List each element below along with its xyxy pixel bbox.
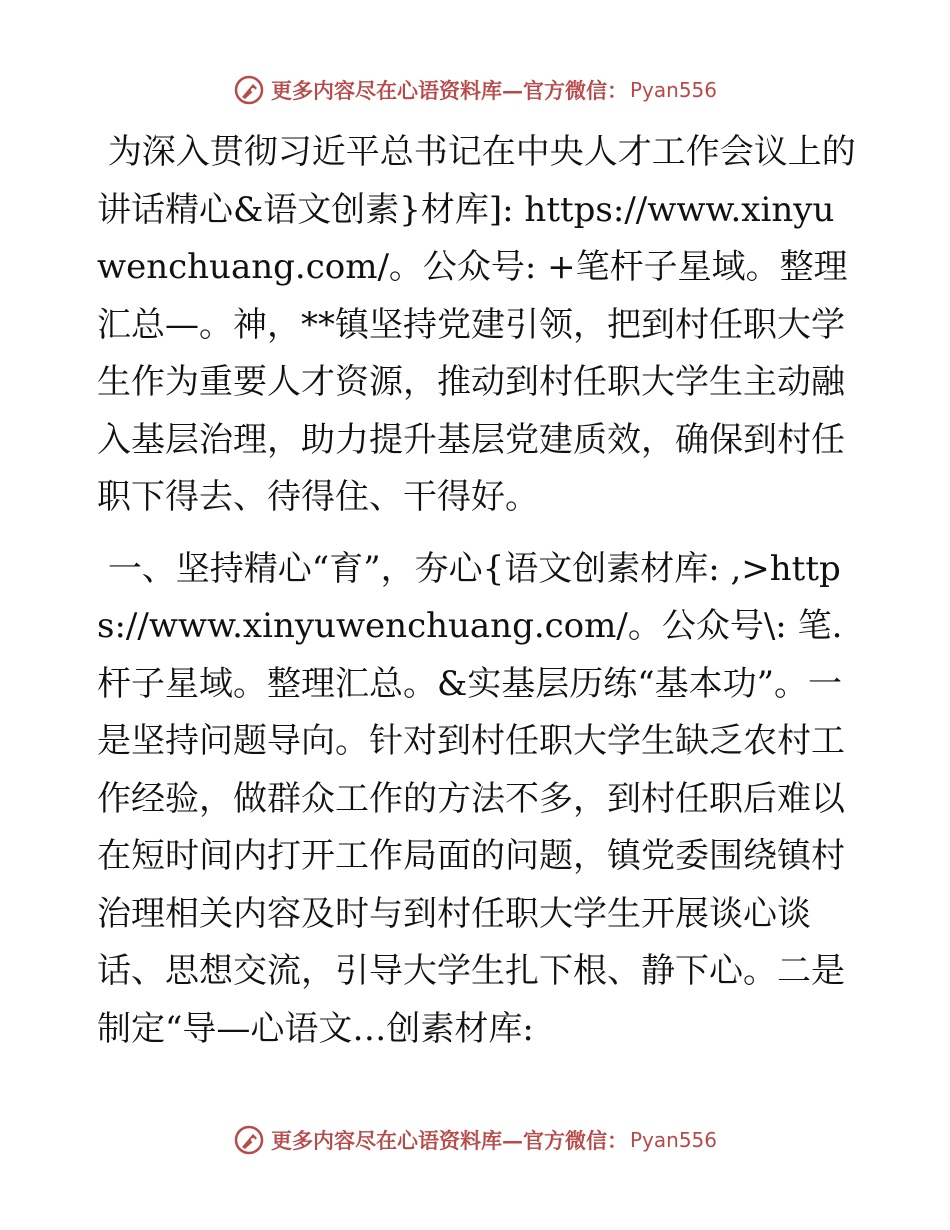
footer-watermark-banner (0, 1120, 950, 1160)
header-watermark-banner (0, 70, 950, 110)
pen-nib-circle-icon (233, 1124, 265, 1156)
banner-wechat-id: Pyan556 (629, 78, 717, 102)
document-body (97, 124, 857, 1058)
banner-wechat-id: Pyan556 (629, 1128, 717, 1152)
paragraph-intro: 为深入贯彻习近平总书记在中央人才工作会议上的讲话精心&语文创素}材库]: https://www.xinyuwenchuang.com/。公众号: +笔杆子星域。整理汇总—。神，**镇坚持党建引领，把到村任职大学生作为重要人才资源，推动到村任职大学生主动融入基层治理，助力提升基层党建质效，确保到村任职下得去、待得住、干得好。 (97, 132, 856, 517)
banner-text: 更多内容尽在心语资料库—官方微信： (270, 78, 628, 103)
banner-text: 更多内容尽在心语资料库—官方微信： (270, 1128, 628, 1153)
paragraph-section-one: 一、坚持精心“育”，夯心{语文创素材库: ,>https://www.xinyuwenchuang.com/。公众号\: 笔.杆子星域。整理汇总。&实基层历练“基本功”。一是坚持问题导向。针对到村任职大学生缺乏农村工作经验，做群众工作的方法不多，到村任职后难以在短时间内打开工作局面的问题，镇党委围绕镇村治理相关内容及时与到村任职大学生开展谈心谈话、思想交流，引导大学生扎下根、静下心。二是制定“导—心语文…创素材库: (97, 548, 845, 1049)
pen-nib-circle-icon (233, 74, 265, 106)
